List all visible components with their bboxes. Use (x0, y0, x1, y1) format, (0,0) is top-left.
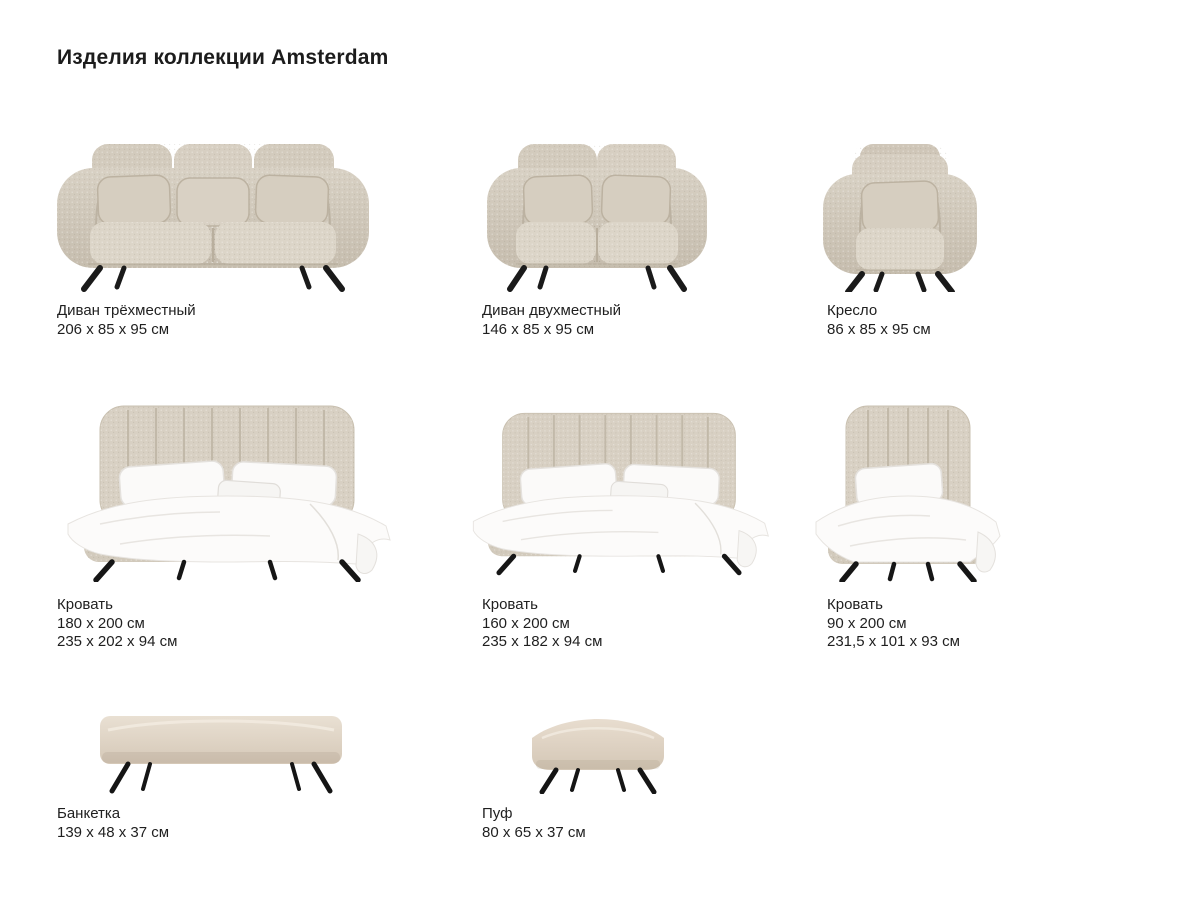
product-label (827, 302, 931, 339)
product-dimensions: 146 x 85 x 95 см (482, 320, 595, 338)
product-label (482, 302, 621, 339)
product-dimensions: 86 x 85 x 95 см (827, 320, 931, 338)
page-title: Изделия коллекции Amsterdam (57, 46, 389, 69)
product-label (482, 596, 602, 652)
pouf-image (522, 712, 674, 794)
product-name: Кровать (57, 596, 113, 613)
product-dimensions: 235 x 202 x 94 см (57, 633, 178, 650)
product-dimensions: 206 x 85 x 95 см (57, 320, 170, 338)
bed-160-image (466, 404, 772, 582)
bed-90-image (810, 404, 1006, 582)
product-dimensions: 231,5 x 101 x 93 см (827, 633, 960, 650)
product-label (57, 596, 177, 652)
product-dimensions: 180 x 200 см (57, 614, 145, 632)
product-name: Пуф (482, 805, 513, 822)
product-dimensions: 160 x 200 см (482, 614, 570, 632)
product-name: Диван двухместный (482, 302, 621, 319)
product-name: Диван трёхместный (57, 302, 196, 319)
product-dimensions: 80 x 65 x 37 см (482, 823, 586, 841)
product-dimensions: 235 x 182 x 94 см (482, 633, 603, 650)
product-name: Кровать (827, 596, 883, 613)
product-label (57, 302, 196, 339)
sofa-2seat-image (486, 138, 708, 292)
product-name: Банкетка (57, 805, 121, 822)
product-label (482, 805, 586, 842)
sofa-3seat-image (56, 136, 370, 292)
product-dimensions: 139 x 48 x 37 см (57, 823, 170, 841)
product-name: Кровать (482, 596, 538, 613)
product-dimensions: 90 x 200 см (827, 614, 907, 632)
product-label (827, 596, 960, 652)
bed-180-image (60, 404, 394, 582)
bench-image (98, 708, 344, 794)
armchair-image (822, 140, 978, 292)
product-name: Кресло (827, 302, 878, 319)
product-label (57, 805, 169, 842)
